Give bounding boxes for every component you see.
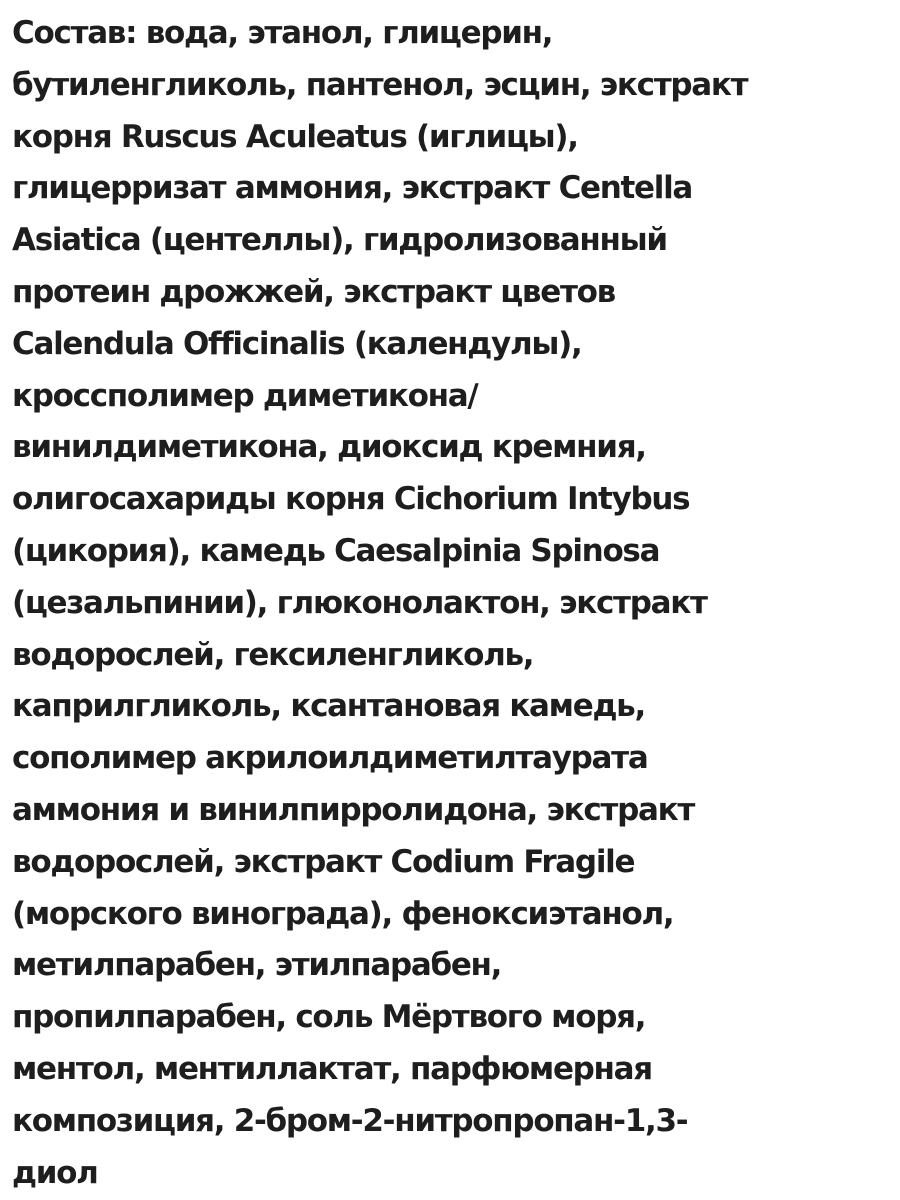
- ingredients-line: Calendula Officinalis (календулы),: [12, 325, 582, 362]
- ingredients-line: метилпарабен, этилпарабен,: [12, 947, 502, 984]
- ingredients-line: кросcполимер диметикона/: [12, 377, 478, 414]
- ingredients-line: водорослей, гексиленгликоль,: [12, 636, 534, 673]
- ingredients-line: сополимер акрилоилдиметилтаурата: [12, 740, 648, 777]
- ingredients-line: (морского винограда), феноксиэтанол,: [12, 895, 674, 932]
- ingredients-line: ментол, ментиллактат, парфюмерная: [12, 1050, 652, 1087]
- ingredients-line: (цезальпинии), глюконолактон, экстракт: [12, 584, 707, 621]
- ingredients-text-block: [12, 8, 892, 1199]
- ingredients-line: (цикория), камедь Caesalpinia Spinosa: [12, 532, 660, 569]
- ingredients-line: аммония и винилпирролидона, экстракт: [12, 791, 694, 828]
- ingredients-line: Asiatica (центеллы), гидролизованный: [12, 222, 667, 259]
- ingredients-line: водорослей, экстракт Codium Fragile: [12, 843, 635, 880]
- ingredients-line: Состав: вода, этанол, глицерин,: [12, 15, 553, 51]
- ingredients-line: диол: [12, 1154, 98, 1191]
- ingredients-line: пропилпарабен, соль Мёртвого моря,: [12, 999, 646, 1036]
- ingredients-line: глицерризат аммония, экстракт Centella: [12, 170, 693, 207]
- ingredients-line: корня Ruscus Aculeatus (иглицы),: [12, 118, 578, 155]
- ingredients-line: композиция, 2-бром-2-нитропропан-1,3-: [12, 1102, 688, 1139]
- ingredients-line: винилдиметикона, диоксид кремния,: [12, 429, 646, 466]
- ingredients-line: каприлгликоль, ксантановая камедь,: [12, 688, 645, 725]
- ingredients-line: бутиленгликоль, пантенол, эсцин, экстракт: [12, 66, 748, 103]
- ingredients-line: протеин дрожжей, экстракт цветов: [12, 273, 615, 310]
- ingredients-line: олигосахариды корня Cichorium Intybus: [12, 481, 690, 518]
